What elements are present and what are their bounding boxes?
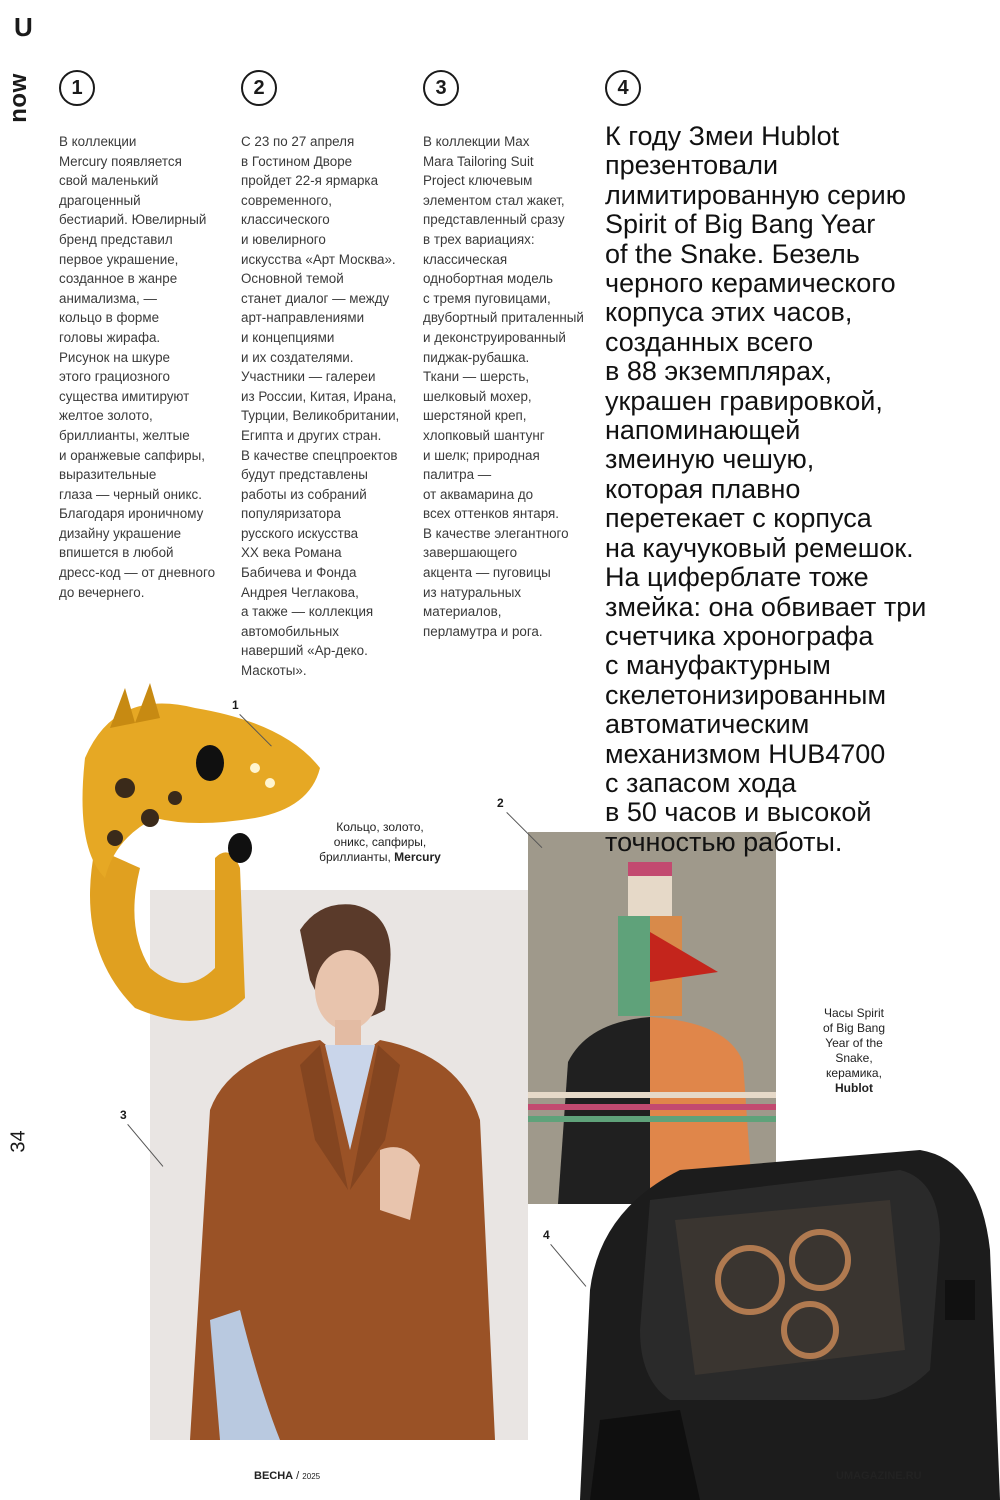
item-number-4: 4 <box>605 70 641 106</box>
magazine-logo: U <box>14 12 33 42</box>
watch-illustration <box>560 1130 1000 1500</box>
leader-line-2 <box>506 812 542 848</box>
watch-brand: Hublot <box>835 1081 873 1095</box>
hublot-watch-photo <box>560 1130 1000 1500</box>
image-label-4: 4 <box>543 1228 550 1242</box>
article-text-2: С 23 по 27 апреля в Гостином Дворе пройдет 22-я ярмарка современного, классического и ювелирного искусства «Арт Москва». Основной темой станет диалог — между арт-направлениями и концепциями и их создателями. Участники — галереи из России, Китая, Ирана, Турции, Великобритании, Египта и других стран. В качестве спецпроектов будут представлены работы из собраний популяризатора русского искусства XX века Романа Бабичева и Фонда Андрея Чеглакова, а также — коллекция автомобильных наверший «Ар-деко. Маскоты». <box>241 134 400 679</box>
item-number-3: 3 <box>423 70 459 106</box>
ring-brand: Mercury <box>394 850 441 864</box>
image-label-1: 1 <box>232 698 239 712</box>
footer-issue: ВЕСНА / 2025 <box>254 1470 321 1482</box>
ring-caption: Кольцо, золото, оникс, сапфиры, бриллианты, Mercury <box>319 820 441 864</box>
image-label-2: 2 <box>497 796 504 810</box>
footer-site: UMAGAZINE.RU <box>836 1470 922 1482</box>
page-number: 34 <box>7 1130 30 1153</box>
giraffe-ring-photo <box>55 668 325 1030</box>
watch-caption: Часы Spirit of Big Bang Year of the Snake, керамика, Hublot <box>822 1006 886 1095</box>
item-number-2: 2 <box>241 70 277 106</box>
item-number-1: 1 <box>59 70 95 106</box>
article-text-4: К году Змеи Hublot презентовали лимитированную серию Spirit of Big Bang Year of the Snake. Безель черного керамического корпуса этих часов, созданных всего в 88 экземплярах, украшен гравировкой, напоминающей змеиную чешую, которая плавно перетекает с корпуса на каучуковый ремешок. На циферблате тоже змейка: она обвивает три счетчика хронографа с мануфактурным скелетонизированным автоматическим механизмом HUB4700 с запасом хода в 50 часов и высокой точностью работы. <box>605 121 927 857</box>
section-label: now <box>4 73 32 123</box>
giraffe-ring-illustration <box>55 668 325 1030</box>
article-text-1: В коллекции Mercury появляется свой маленький драгоценный бестиарий. Ювелирный бренд представил первое украшение, созданное в жанре анимализма, — кольцо в форме головы жирафа. Рисунок на шкуре этого грациозного существа имитируют желтое золото, бриллианты, желтые и оранжевые сапфиры, выразительные глаза — черный оникс. Благодаря ироничному дизайну украшение впишется в любой дресс-код — от дневного до вечернего. <box>59 134 216 600</box>
article-text-3: В коллекции Max Mara Tailoring Suit Project ключевым элементом стал жакет, представленный сразу в трех вариациях: классическая однобортная модель с тремя пуговицами, двубортный приталенный и деконструированный пиджак-рубашка. Ткани — шерсть, шелковый мохер, шерстяной креп, хлопковый шантунг и шелк; природная палитра — от аквамарина до всех оттенков янтаря. В качестве элегантного завершающего акцента — пуговицы из натуральных материалов, перламутра и рога. <box>423 134 584 639</box>
image-label-3: 3 <box>120 1108 127 1122</box>
